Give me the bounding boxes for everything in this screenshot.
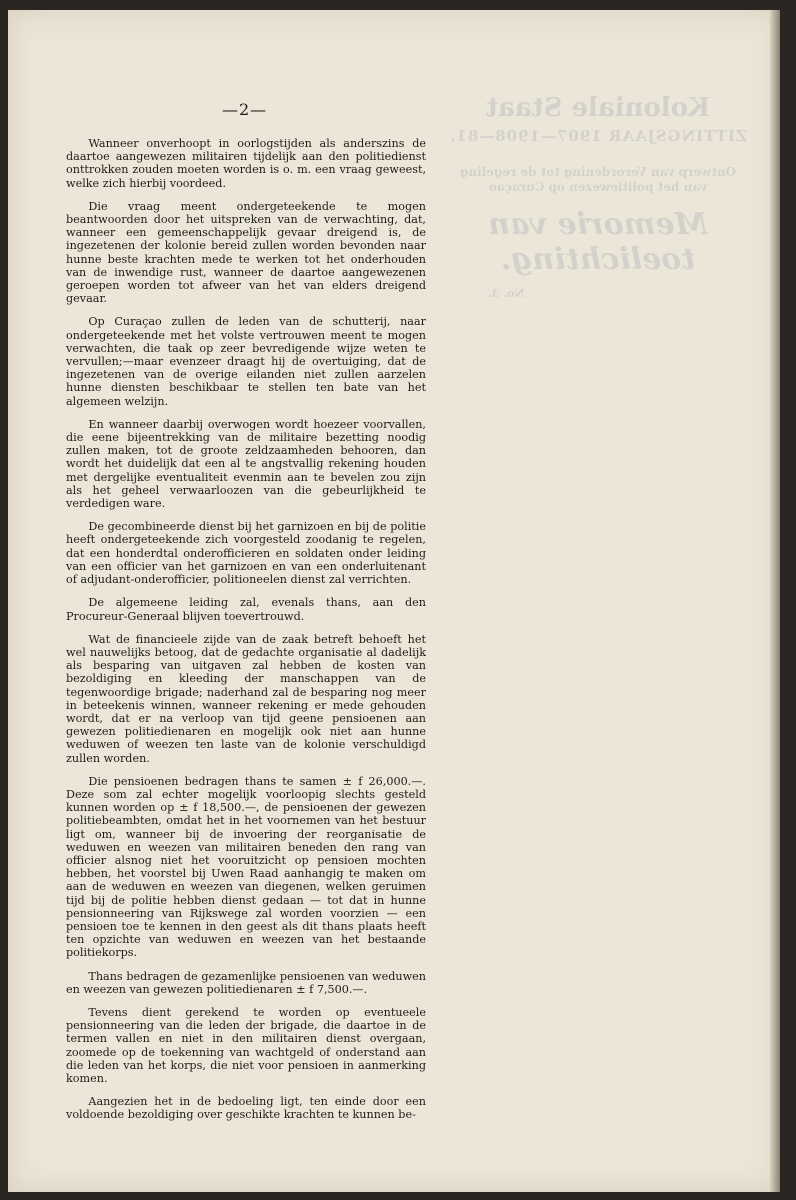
paragraph: Tevens dient gerekend te worden op eventueele pensionneering van die leden der brigade, die daartoe in de termen vallen en niet in den militairen dienst overgaan, zoomede op de toekenning van wachtgeld of onderstand aan die leden van het korps, die niet voor pensioen in aanmerking komen. [66,1005,426,1085]
document-page [8,10,780,1192]
paragraph: De gecombineerde dienst bij het garnizoen en bij de politie heeft ondergeteekende zich voorgesteld zoodanig te regelen, dat een honderdtal onderofficieren en soldaten onder leiding van een officier van het garnizoen en van een onderluitenant of adjudant-onderofficier, politioneelen dienst zal verrichten. [66,520,426,587]
paragraph: Thans bedragen de gezamenlijke pensioenen van weduwen en weezen van gewezen politiedienaren ± f 7,500.—. [66,969,426,996]
bleed-through-text [448,85,748,300]
bleed-line: ZITTINGSJAAR 1907—1908—81. [449,127,747,145]
page-number: —2— [222,100,268,119]
paragraph: Wat de financieele zijde van de zaak betreft behoeft het wel nauwelijks betoog, dat de gedachte organisatie al dadelijk als besparing van uitgaven zal hebben de kosten van bezoldiging en kleeding der manschappen van de tegenwoordige brigade; naderhand zal de besparing nog meer in beteekenis winnen, wanneer rekening er mede gehouden wordt, dat er na verloop van tijd geene pensioenen aan gewezen politiedienaren en mogelijk ook niet aan hunne weduwen of weezen ten laste van de kolonie verschuldigd zullen worden. [66,632,426,765]
body-text [66,137,426,1132]
bleed-line: Koloniale Staat [485,93,711,123]
paragraph: Op Curaçao zullen de leden van de schutterij, naar ondergeteekende met het volste vertrouwen meent te mogen verwachten, die taak op zeer bevredigende wijze weten te vervullen;—maar evenzeer draagt hij de overtuiging, dat de ingezetenen van de overige eilanden niet zullen aarzelen hunne diensten beschikbaar te stellen ten bate van het algemeen welzijn. [66,315,426,408]
paragraph: Die pensioenen bedragen thans te samen ± f 26,000.—. Deze som zal echter mogelijk voorloopig slechts gesteld kunnen worden op ± f 18,500.—, de pensioenen der gewezen politiebeambten, omdat het in het voornemen van het bestuur ligt om, wanneer bij de invoering der reorganisatie de weduwen en weezen van militairen beneden den rang van officier alsnog niet het vooruitzicht op pensioen mochten hebben, het voorstel bij Uwen Raad aanhangig te maken om aan de weduwen en weezen van diegenen, welken geruimen tijd bij de politie hebben dienst gedaan — tot dat in hunne pensionneering van Rijkswege zal worden voorzien — een pensioen toe te kennen in den geest als dit thans plaats heeft ten opzichte van weduwen en weezen van het bestaande politiekorps. [66,774,426,960]
bleed-line: No. 3. [488,287,525,300]
paragraph: Aangezien het in de bedoeling ligt, ten einde door een voldoende bezoldiging over geschikte krachten te kunnen be- [66,1095,426,1122]
paragraph: Die vraag meent ondergeteekende te mogen beantwoorden door het uitspreken van de verwachting, dat, wanneer een gemeenschappelijk gevaar dreigend is, de ingezetenen der kolonie bereid zullen worden bevonden naar hunne beste krachten mede te werken tot het onderhouden van de inwendige rust, wanneer de daartoe aangewezenen geroepen worden tot afweer van het van elders dreigend gevaar. [66,199,426,306]
paragraph: En wanneer daarbij overwogen wordt hoezeer voorvallen, die eene bijeentrekking van de militaire bezetting noodig zullen maken, tot de groote zeldzaamheden behooren, dan wordt het duidelijk dat een al te angstvallig rekening houden met dergelijke eventualiteit evenmin aan te bevelen zou zijn als het geheel verwaarloozen van die gebeurlijkheid te verdedigen ware. [66,417,426,511]
bleed-line: Memorie van toelichting. [488,207,708,277]
bleed-line: Ontwerp van Verordening tot de regeling van het politiewezen op Curaçao [460,165,737,194]
paragraph: Wanneer onverhoopt in oorlogstijden als anderszins de daartoe aangewezen militairen tijdelijk aan den politiedienst onttrokken zouden moeten worden is o. m. een vraag geweest, welke zich hierbij voordeed. [66,137,426,190]
paragraph: De algemeene leiding zal, evenals thans, aan den Procureur-Generaal blijven toevertrouwd. [66,596,426,623]
page-spine [770,10,780,1192]
